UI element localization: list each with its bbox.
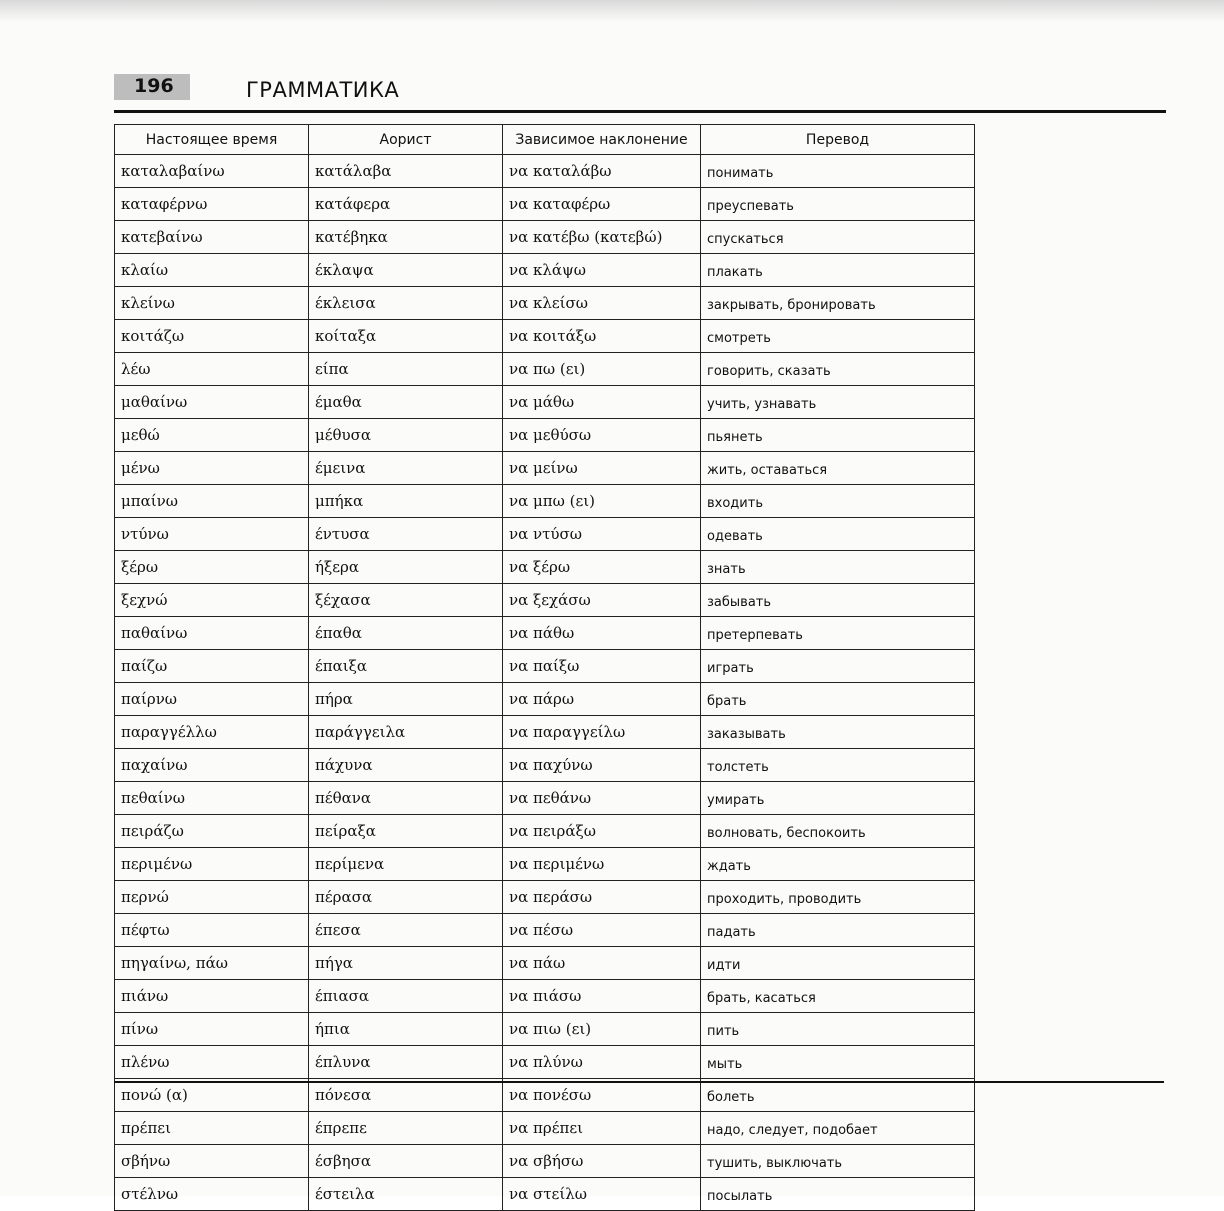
cell-present: πονώ (α) <box>115 1079 309 1112</box>
cell-subjunctive: να κατέβω (κατεβώ) <box>503 221 701 254</box>
header-rule <box>114 110 1166 113</box>
column-header-aorist: Аорист <box>309 125 503 155</box>
cell-aorist: περίμενα <box>309 848 503 881</box>
cell-aorist: κατέβηκα <box>309 221 503 254</box>
table-row <box>115 551 975 584</box>
cell-present: πέφτω <box>115 914 309 947</box>
cell-aorist: έπιασα <box>309 980 503 1013</box>
table-row <box>115 1046 975 1079</box>
table-row <box>115 254 975 287</box>
table-row <box>115 518 975 551</box>
section-title: ГРАММАТИКА <box>246 78 400 102</box>
cell-subjunctive: να σβήσω <box>503 1145 701 1178</box>
cell-aorist: έπλυνα <box>309 1046 503 1079</box>
cell-translation: волновать, беспокоить <box>701 815 975 848</box>
cell-present: παίρνω <box>115 683 309 716</box>
cell-aorist: κατάλαβα <box>309 155 503 188</box>
cell-translation: играть <box>701 650 975 683</box>
cell-present: παίζω <box>115 650 309 683</box>
cell-translation: тушить, выключать <box>701 1145 975 1178</box>
scan-shadow <box>0 0 1224 22</box>
cell-aorist: έπρεπε <box>309 1112 503 1145</box>
table-row <box>115 287 975 320</box>
cell-translation: одевать <box>701 518 975 551</box>
cell-subjunctive: να περιμένω <box>503 848 701 881</box>
cell-present: πρέπει <box>115 1112 309 1145</box>
cell-subjunctive: να καταφέρω <box>503 188 701 221</box>
cell-translation: толстеть <box>701 749 975 782</box>
cell-subjunctive: να μεθύσω <box>503 419 701 452</box>
cell-present: κλαίω <box>115 254 309 287</box>
cell-subjunctive: να καταλάβω <box>503 155 701 188</box>
cell-aorist: πέθανα <box>309 782 503 815</box>
table-row <box>115 914 975 947</box>
cell-translation: смотреть <box>701 320 975 353</box>
cell-present: ξεχνώ <box>115 584 309 617</box>
cell-translation: входить <box>701 485 975 518</box>
table-row <box>115 419 975 452</box>
cell-subjunctive: να μπω (ει) <box>503 485 701 518</box>
cell-present: μαθαίνω <box>115 386 309 419</box>
cell-translation: ждать <box>701 848 975 881</box>
cell-present: ξέρω <box>115 551 309 584</box>
cell-present: καταφέρνω <box>115 188 309 221</box>
cell-present: καταλαβαίνω <box>115 155 309 188</box>
cell-present: πιάνω <box>115 980 309 1013</box>
table-row <box>115 452 975 485</box>
table-body <box>115 155 975 1211</box>
cell-present: κοιτάζω <box>115 320 309 353</box>
cell-subjunctive: να πεθάνω <box>503 782 701 815</box>
table-row <box>115 980 975 1013</box>
table-row <box>115 188 975 221</box>
cell-translation: закрывать, бронировать <box>701 287 975 320</box>
cell-aorist: πάχυνα <box>309 749 503 782</box>
table-row <box>115 386 975 419</box>
cell-translation: забывать <box>701 584 975 617</box>
cell-subjunctive: να παίξω <box>503 650 701 683</box>
table-row <box>115 947 975 980</box>
cell-subjunctive: να κλείσω <box>503 287 701 320</box>
cell-present: πλένω <box>115 1046 309 1079</box>
table-row <box>115 881 975 914</box>
cell-translation: понимать <box>701 155 975 188</box>
column-header-translation: Перевод <box>701 125 975 155</box>
cell-translation: претерпевать <box>701 617 975 650</box>
cell-subjunctive: να περάσω <box>503 881 701 914</box>
cell-translation: брать, касаться <box>701 980 975 1013</box>
cell-aorist: έσβησα <box>309 1145 503 1178</box>
cell-translation: жить, оставаться <box>701 452 975 485</box>
cell-translation: умирать <box>701 782 975 815</box>
cell-aorist: ξέχασα <box>309 584 503 617</box>
cell-present: πηγαίνω, πάω <box>115 947 309 980</box>
table-row <box>115 848 975 881</box>
cell-subjunctive: να πάω <box>503 947 701 980</box>
cell-present: πεθαίνω <box>115 782 309 815</box>
table-row <box>115 221 975 254</box>
cell-aorist: μέθυσα <box>309 419 503 452</box>
table-row <box>115 485 975 518</box>
cell-subjunctive: να κλάψω <box>503 254 701 287</box>
cell-present: πειράζω <box>115 815 309 848</box>
cell-aorist: πόνεσα <box>309 1079 503 1112</box>
cell-subjunctive: να πάρω <box>503 683 701 716</box>
table-row <box>115 749 975 782</box>
cell-aorist: κοίταξα <box>309 320 503 353</box>
cell-translation: проходить, проводить <box>701 881 975 914</box>
cell-subjunctive: να πέσω <box>503 914 701 947</box>
page-header <box>114 74 1166 118</box>
cell-present: μένω <box>115 452 309 485</box>
table-row <box>115 155 975 188</box>
cell-aorist: πήγα <box>309 947 503 980</box>
table-row <box>115 320 975 353</box>
cell-aorist: πείραξα <box>309 815 503 848</box>
cell-subjunctive: να πιάσω <box>503 980 701 1013</box>
table-row <box>115 815 975 848</box>
column-header-present: Настоящее время <box>115 125 309 155</box>
page-number: 196 <box>134 75 174 97</box>
cell-present: ντύνω <box>115 518 309 551</box>
table-row <box>115 1112 975 1145</box>
cell-translation: брать <box>701 683 975 716</box>
cell-subjunctive: να μάθω <box>503 386 701 419</box>
cell-subjunctive: να πω (ει) <box>503 353 701 386</box>
cell-aorist: είπα <box>309 353 503 386</box>
cell-translation: надо, следует, подобает <box>701 1112 975 1145</box>
page-number-box <box>114 74 190 100</box>
cell-translation: учить, узнавать <box>701 386 975 419</box>
cell-translation: заказывать <box>701 716 975 749</box>
table-row <box>115 716 975 749</box>
cell-aorist: έκλαψα <box>309 254 503 287</box>
cell-aorist: έντυσα <box>309 518 503 551</box>
cell-aorist: πέρασα <box>309 881 503 914</box>
cell-translation: преуспевать <box>701 188 975 221</box>
cell-translation: пить <box>701 1013 975 1046</box>
table-row <box>115 650 975 683</box>
table-row <box>115 782 975 815</box>
cell-present: κλείνω <box>115 287 309 320</box>
cell-aorist: έμαθα <box>309 386 503 419</box>
cell-subjunctive: να πειράξω <box>503 815 701 848</box>
cell-subjunctive: να παχύνω <box>503 749 701 782</box>
cell-translation: знать <box>701 551 975 584</box>
cell-present: περνώ <box>115 881 309 914</box>
cell-subjunctive: να ξέρω <box>503 551 701 584</box>
cell-translation: спускаться <box>701 221 975 254</box>
table-row <box>115 1145 975 1178</box>
cell-translation: пьянеть <box>701 419 975 452</box>
cell-subjunctive: να παραγγείλω <box>503 716 701 749</box>
cell-present: σβήνω <box>115 1145 309 1178</box>
table-row <box>115 1178 975 1211</box>
cell-translation: говорить, сказать <box>701 353 975 386</box>
cell-translation: идти <box>701 947 975 980</box>
cell-aorist: ήπια <box>309 1013 503 1046</box>
cell-translation: плакать <box>701 254 975 287</box>
footer-rule <box>114 1081 1164 1083</box>
cell-aorist: έμεινα <box>309 452 503 485</box>
cell-aorist: πήρα <box>309 683 503 716</box>
cell-present: πίνω <box>115 1013 309 1046</box>
cell-subjunctive: να πάθω <box>503 617 701 650</box>
cell-aorist: έκλεισα <box>309 287 503 320</box>
cell-subjunctive: να κοιτάξω <box>503 320 701 353</box>
column-header-subjunctive: Зависимое наклонение <box>503 125 701 155</box>
cell-present: κατεβαίνω <box>115 221 309 254</box>
table-row <box>115 617 975 650</box>
table-row <box>115 1079 975 1112</box>
cell-subjunctive: να πλύνω <box>503 1046 701 1079</box>
verb-forms-table <box>114 124 975 1211</box>
table-row <box>115 353 975 386</box>
cell-subjunctive: να στείλω <box>503 1178 701 1211</box>
cell-subjunctive: να πιω (ει) <box>503 1013 701 1046</box>
cell-present: μεθώ <box>115 419 309 452</box>
cell-present: παραγγέλλω <box>115 716 309 749</box>
cell-subjunctive: να πρέπει <box>503 1112 701 1145</box>
cell-aorist: ήξερα <box>309 551 503 584</box>
cell-subjunctive: να πονέσω <box>503 1079 701 1112</box>
cell-aorist: έστειλα <box>309 1178 503 1211</box>
cell-subjunctive: να ντύσω <box>503 518 701 551</box>
cell-present: μπαίνω <box>115 485 309 518</box>
table-row <box>115 1013 975 1046</box>
cell-translation: посылать <box>701 1178 975 1211</box>
cell-subjunctive: να μείνω <box>503 452 701 485</box>
table-header-row <box>115 125 975 155</box>
cell-aorist: έπαθα <box>309 617 503 650</box>
cell-present: παχαίνω <box>115 749 309 782</box>
cell-present: λέω <box>115 353 309 386</box>
cell-translation: падать <box>701 914 975 947</box>
cell-translation: болеть <box>701 1079 975 1112</box>
table-row <box>115 683 975 716</box>
cell-present: περιμένω <box>115 848 309 881</box>
cell-subjunctive: να ξεχάσω <box>503 584 701 617</box>
cell-aorist: παράγγειλα <box>309 716 503 749</box>
cell-aorist: μπήκα <box>309 485 503 518</box>
cell-aorist: κατάφερα <box>309 188 503 221</box>
table-row <box>115 584 975 617</box>
cell-present: παθαίνω <box>115 617 309 650</box>
cell-aorist: έπαιξα <box>309 650 503 683</box>
cell-aorist: έπεσα <box>309 914 503 947</box>
cell-translation: мыть <box>701 1046 975 1079</box>
cell-present: στέλνω <box>115 1178 309 1211</box>
